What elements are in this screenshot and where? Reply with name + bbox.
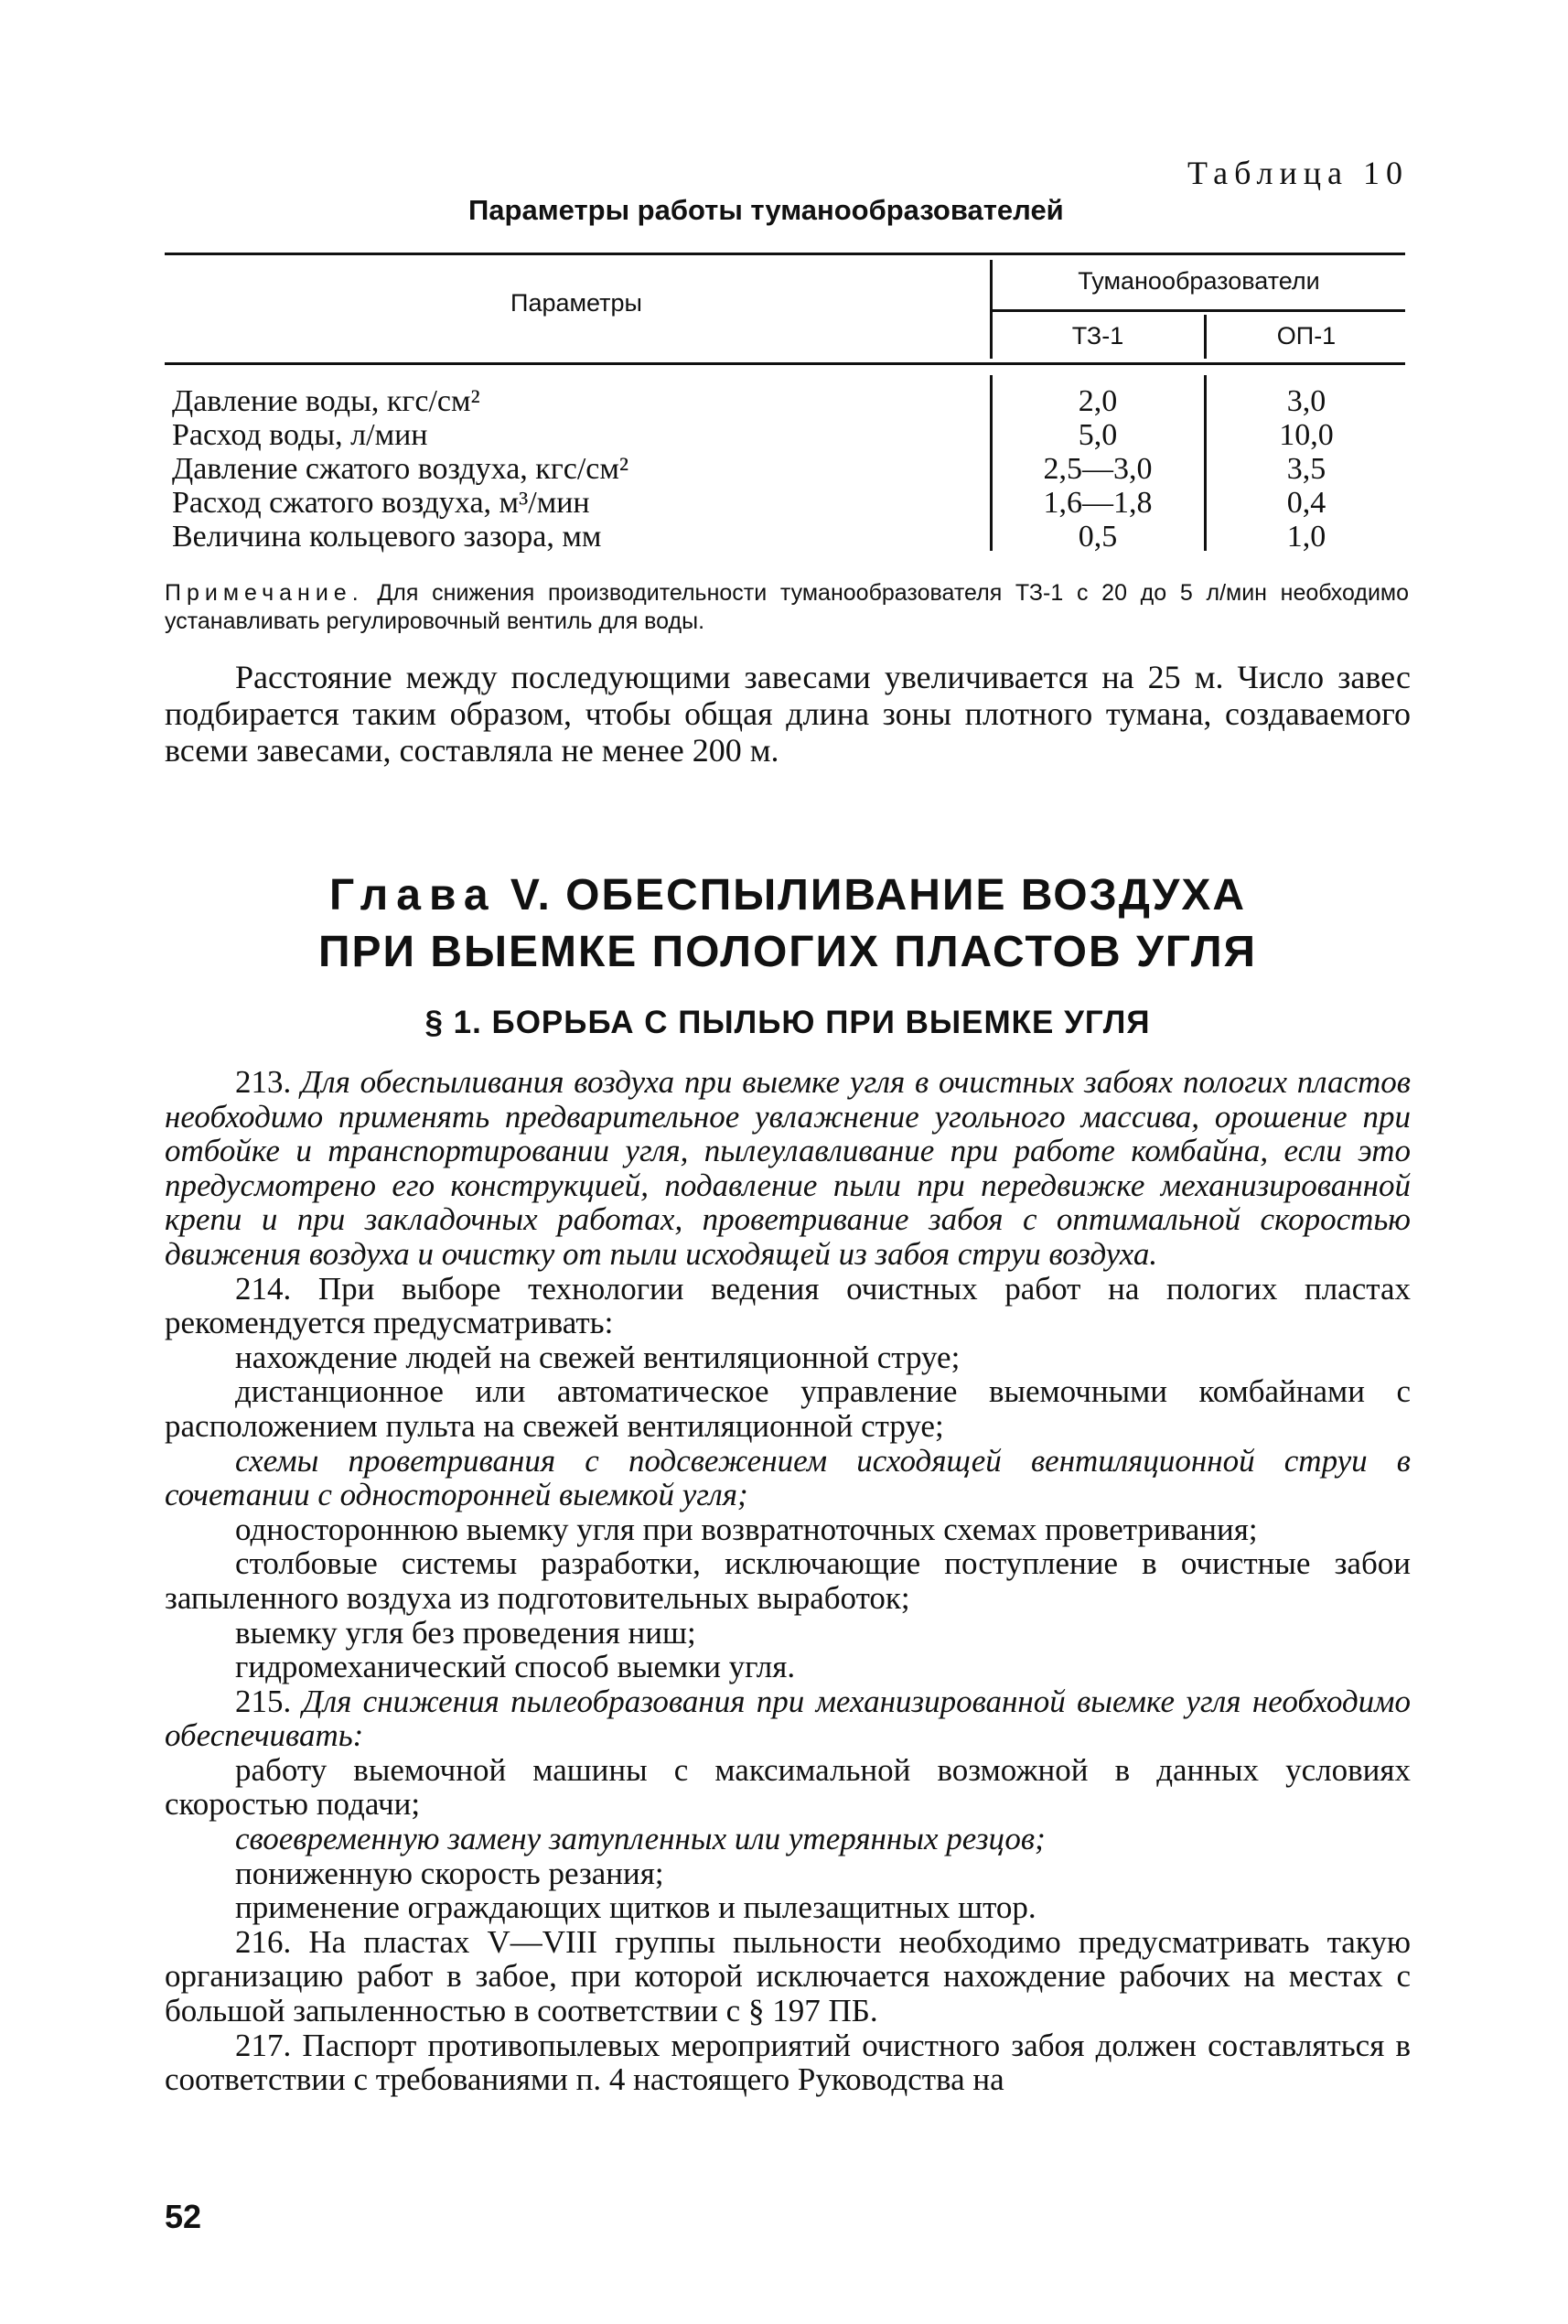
paragraph-text: Для снижения пылеобразования при механизированной выемке угля необходимо обеспечивать: [165,1683,1412,1754]
chapter-title-2: ПРИ ВЫЕМКЕ ПОЛОГИХ ПЛАСТОВ УГЛЯ [317,928,1257,976]
list-item: нахождение людей на свежей вентиляционной струе; [235,1339,961,1375]
row-label: Давление воды, кгс/см² [172,384,480,418]
list-item: одностороннюю выемку угля при возвратноточных схемах проветривания; [235,1511,1258,1547]
row-labels [172,384,995,554]
col-op1-values [1208,384,1405,554]
list-item: столбовые системы разработки, исключающие поступление в очистные забои запыленного воздуха из подготовительных выработок; [165,1545,1411,1616]
body-text [165,1065,1411,2097]
chapter-word: Глава [328,871,497,920]
distance-paragraph-text: Расстояние между последующими завесами увеличивается на 25 м. Число завес подбирается таким образом, чтобы общая длина зоны плотного тумана, создаваемого всеми завесами, составляла не менее 200 м. [165,659,1411,769]
page-number: 52 [165,2198,202,2235]
cell-value: 0,5 [1078,520,1118,554]
row-label: Величина кольцевого зазора, мм [172,520,602,554]
row-label: Расход воды, л/мин [172,418,428,452]
paragraph-214 [165,1272,1411,1340]
table-group-rule [993,309,1405,312]
cell-value: 10,0 [1279,418,1334,452]
list-item: дистанционное или автоматическое управление выемочными комбайнами с расположением пульта на свежей вентиляционной струе; [165,1373,1411,1444]
table-note [165,579,1409,636]
table-label: Таблица 10 [1187,155,1409,191]
header-group: Туманообразователи [1078,267,1320,295]
paragraph-text: При выборе технологии ведения очистных работ на пологих пластах рекомендуется предусматривать: [165,1270,1411,1341]
section-heading: § 1. БОРЬБА С ПЫЛЬЮ ПРИ ВЫЕМКЕ УГЛЯ [424,1005,1151,1040]
list-item: применение ограждающих щитков и пылезащитных штор. [235,1889,1036,1926]
paragraph-number: 213. [235,1064,292,1100]
col-tz1-values [993,384,1203,554]
parameters-table [165,253,1405,575]
paragraph-215 [165,1684,1411,1753]
cell-value: 3,0 [1286,384,1326,418]
paragraph-text: Для обеспыливания воздуха при выемке угля в очистных забоях пологих пластов необходимо применять предварительное увлажнение угольного массива, орошение при отбойке и транспортировании угля, пылеулавливание при работе комбайна, если это предусмотрено его конструкцией, подавление пыли при передвижке механизированной крепи и при закладочных работах, проветривание забоя с оптимальной скоростью движения воздуха и очистку от пыли исходящей из забоя струи воздуха. [165,1064,1411,1272]
cell-value: 1,0 [1286,520,1326,554]
header-params: Параметры [510,289,642,317]
paragraph-text: На пластах V—VIII группы пыльности необходимо предусматривать такую организацию работ в забое, при которой исключается нахождение рабочих на местах с большой запыленностью в соответствии с § 197 ПБ. [165,1923,1411,2029]
table-vline-header-mid [1204,315,1207,359]
cell-value: 3,5 [1286,452,1326,486]
row-label: Расход сжатого воздуха, м³/мин [172,486,590,520]
list-item: схемы проветривания с подсвежением исходящей вентиляционной струи в сочетании с односторонней выемкой угля; [165,1442,1411,1513]
paragraph-216 [165,1925,1411,2028]
chapter-heading [165,867,1411,981]
paragraph-number: 215. [235,1683,292,1719]
note-lead: Примечание. [165,580,364,606]
note-text: Для снижения производительности туманообразователя ТЗ-1 с 20 до 5 л/мин необходимо устанавливать регулировочный вентиль для воды. [165,580,1409,634]
distance-paragraph [165,659,1411,769]
chapter-title-1: V. ОБЕСПЫЛИВАНИЕ ВОЗДУХА [510,871,1247,920]
cell-value: 2,5—3,0 [1043,452,1153,486]
table-title: Параметры работы туманообразователей [468,194,1064,226]
table-top-rule [165,253,1405,255]
paragraph-213 [165,1065,1411,1272]
chapter-line-1 [165,867,1411,924]
table-header-rule [165,362,1405,365]
cell-value: 1,6—1,8 [1043,486,1153,520]
header-col-tz1: ТЗ-1 [1071,322,1124,350]
list-item: пониженную скорость резания; [235,1855,664,1891]
header-col-op1: ОП-1 [1276,322,1337,350]
cell-value: 5,0 [1078,418,1118,452]
list-item: своевременную замену затупленных или утерянных резцов; [235,1821,1046,1857]
cell-value: 0,4 [1286,486,1326,520]
paragraph-number: 214. [235,1270,292,1307]
paragraph-number: 217. [235,2027,292,2063]
table-vline-body-mid [1204,375,1207,551]
paragraph-text: Паспорт противопылевых мероприятий очистного забоя должен составляться в соответствии с требованиями п. 4 настоящего Руководства на [165,2027,1411,2098]
list-item: работу выемочной машины с максимальной возможной в данных условиях скоростью подачи; [165,1751,1411,1823]
cell-value: 2,0 [1078,384,1118,418]
paragraph-217 [165,2028,1411,2097]
row-label: Давление сжатого воздуха, кгс/см² [172,452,629,486]
list-item: выемку угля без проведения ниш; [235,1614,696,1651]
paragraph-number: 216. [235,1923,292,1960]
list-item: гидромеханический способ выемки угля. [235,1649,796,1685]
